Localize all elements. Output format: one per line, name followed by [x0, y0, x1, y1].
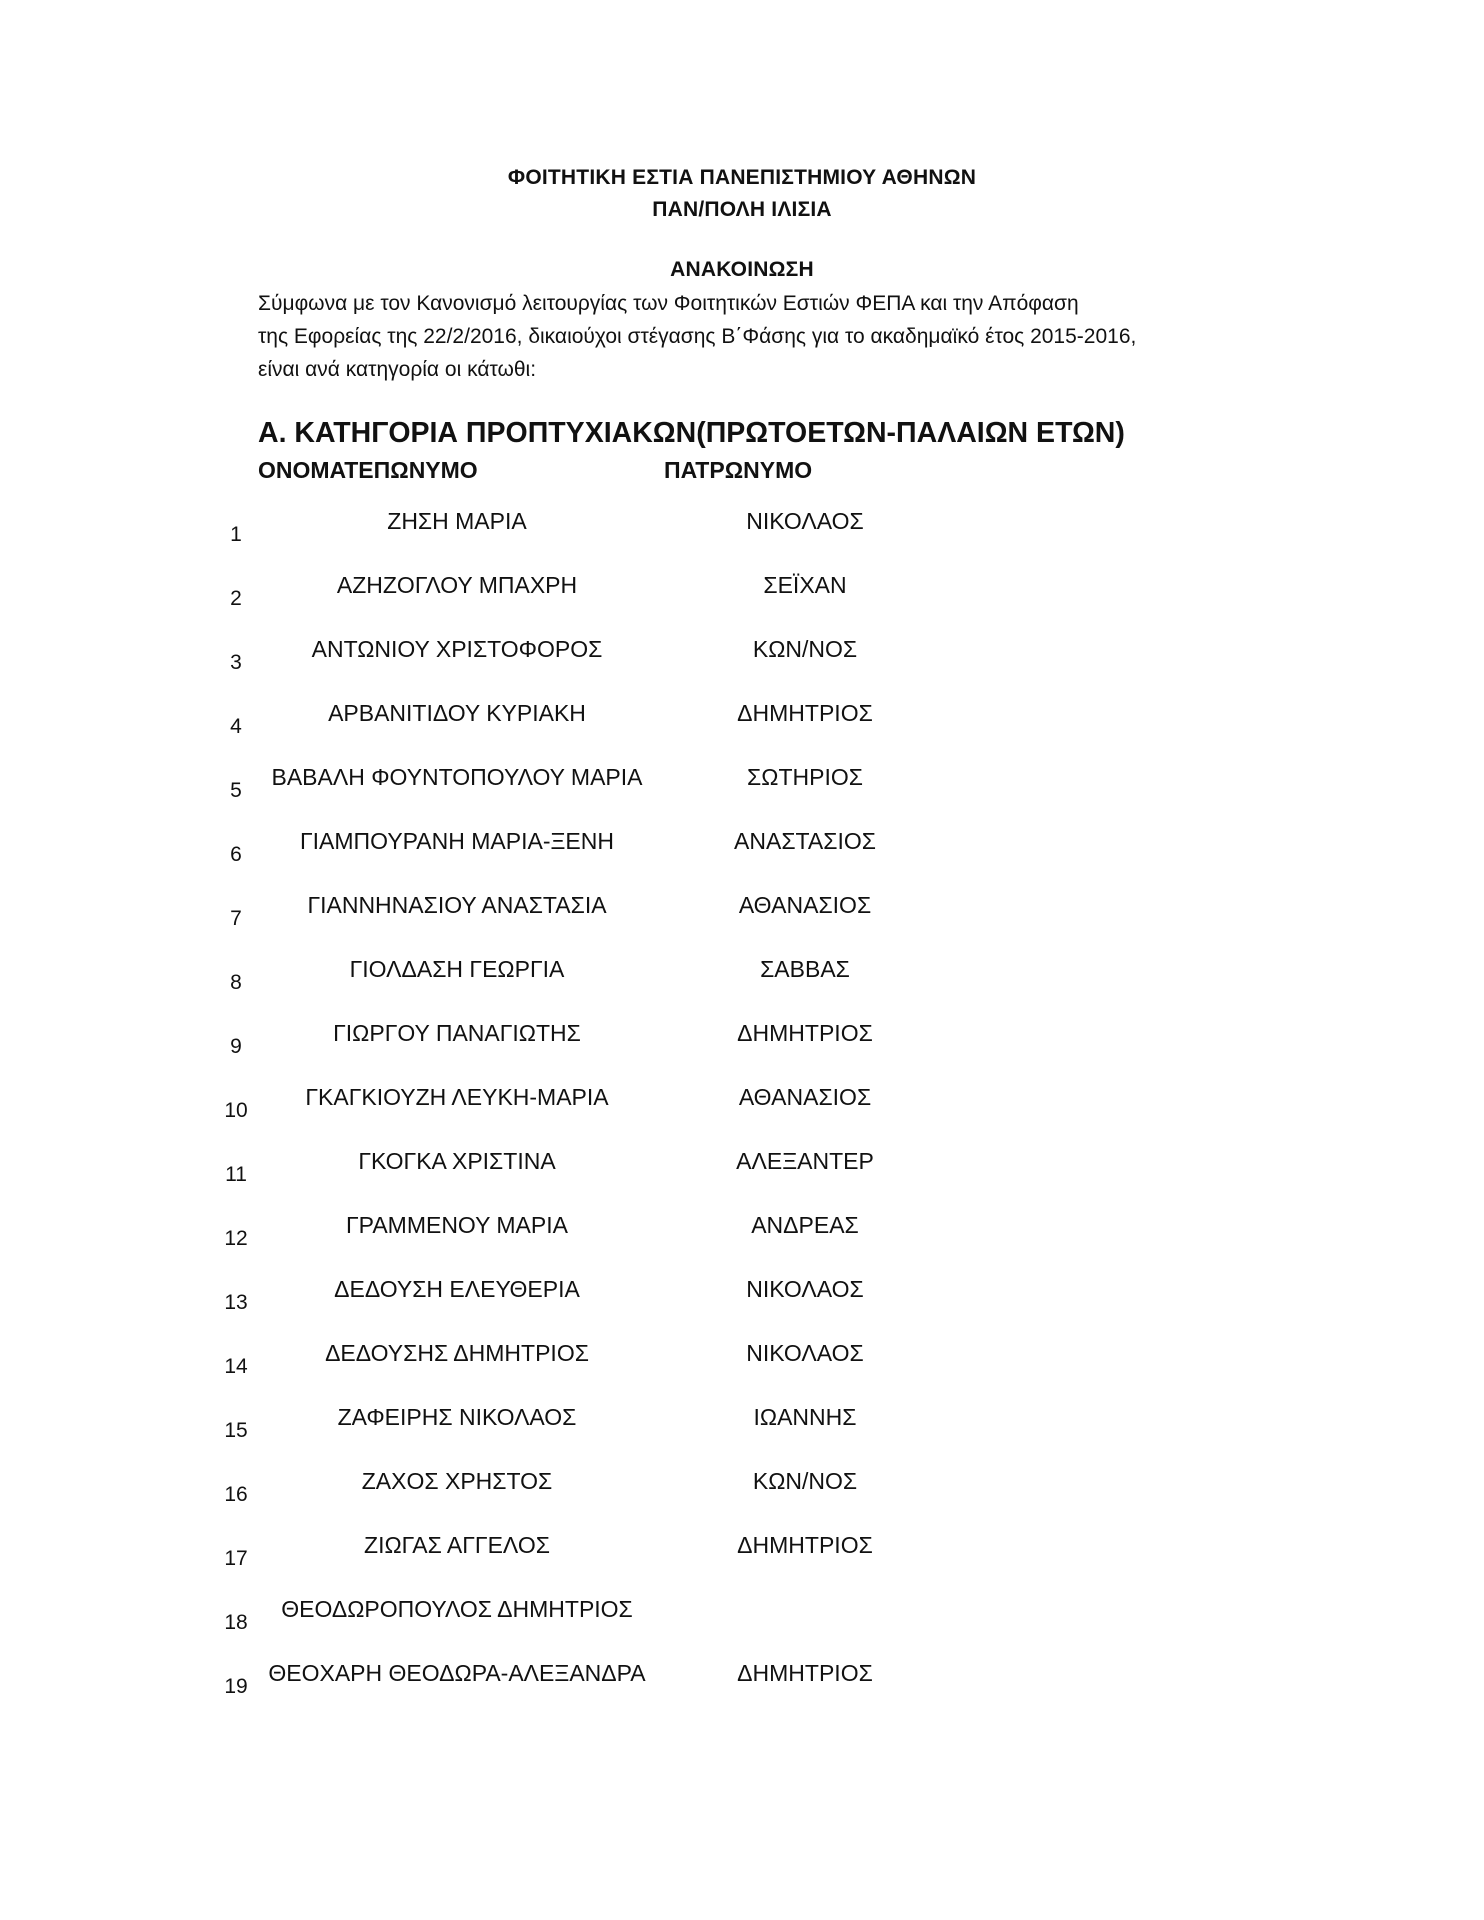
row-number: 13	[224, 1291, 248, 1314]
student-full-name: ΔΕΔΟΥΣΗ ΕΛΕΥΘΕΡΙΑ	[334, 1276, 580, 1302]
section-heading: Α. ΚΑΤΗΓΟΡΙΑ ΠΡΟΠΤΥΧΙΑΚΩΝ(ΠΡΩΤΟΕΤΩΝ-ΠΑΛΑΙΩΝ ΕΤΩΝ)	[258, 417, 1125, 449]
list-row	[0, 1593, 1484, 1657]
list-row	[0, 1209, 1484, 1273]
student-full-name: ΓΙΩΡΓΟΥ ΠΑΝΑΓΙΩΤΗΣ	[333, 1020, 581, 1046]
intro-line: είναι ανά κατηγορία οι κάτωθι:	[258, 358, 537, 381]
row-number: 18	[224, 1611, 248, 1634]
announcement-title: ΑΝΑΚΟΙΝΩΣΗ	[670, 258, 814, 281]
student-full-name: ΖΑΦΕΙΡΗΣ ΝΙΚΟΛΑΟΣ	[337, 1404, 577, 1430]
row-number: 6	[230, 843, 242, 866]
row-number: 3	[230, 651, 242, 674]
student-full-name: ΓΙΑΝΝΗΝΑΣΙΟΥ ΑΝΑΣΤΑΣΙΑ	[307, 892, 607, 918]
fathers-name: ΣΑΒΒΑΣ	[760, 956, 850, 982]
student-full-name: ΘΕΟΧΑΡΗ ΘΕΟΔΩΡΑ-ΑΛΕΞΑΝΔΡΑ	[268, 1660, 646, 1686]
row-number: 17	[224, 1547, 248, 1570]
list-row	[0, 1529, 1484, 1593]
list-row	[0, 1145, 1484, 1209]
fathers-name: ΚΩΝ/ΝΟΣ	[752, 636, 858, 662]
row-number: 15	[224, 1419, 248, 1442]
fathers-name: ΔΗΜΗΤΡΙΟΣ	[737, 1532, 873, 1558]
student-full-name: ΓΙΟΛΔΑΣΗ ΓΕΩΡΓΙΑ	[349, 956, 565, 982]
fathers-name: ΑΘΑΝΑΣΙΟΣ	[738, 1084, 872, 1110]
organization-title: ΦΟΙΤΗΤΙΚΗ ΕΣΤΙΑ ΠΑΝΕΠΙΣΤΗΜΙΟΥ ΑΘΗΝΩΝ	[507, 166, 977, 189]
fathers-name: ΙΩΑΝΝΗΣ	[753, 1404, 857, 1430]
fathers-name: ΣΕΪΧΑΝ	[763, 572, 847, 598]
student-full-name: ΔΕΔΟΥΣΗΣ ΔΗΜΗΤΡΙΟΣ	[325, 1340, 589, 1366]
row-number: 9	[230, 1035, 242, 1058]
student-full-name: ΑΡΒΑΝΙΤΙΔΟΥ ΚΥΡΙΑΚΗ	[328, 700, 586, 726]
student-full-name: ΖΗΣΗ ΜΑΡΙΑ	[387, 508, 527, 534]
list-row	[0, 505, 1484, 569]
column-header-fathers-name: ΠΑΤΡΩΝΥΜΟ	[664, 457, 813, 483]
student-full-name: ΓΡΑΜΜΕΝΟΥ ΜΑΡΙΑ	[346, 1212, 568, 1238]
student-full-name: ΑΝΤΩΝΙΟΥ ΧΡΙΣΤΟΦΟΡΟΣ	[311, 636, 603, 662]
fathers-name: ΣΩΤΗΡΙΟΣ	[747, 764, 863, 790]
row-number: 5	[230, 779, 242, 802]
list-row	[0, 1081, 1484, 1145]
row-number: 14	[224, 1355, 248, 1378]
student-full-name: ΓΚΟΓΚΑ ΧΡΙΣΤΙΝΑ	[358, 1148, 556, 1174]
fathers-name: ΔΗΜΗΤΡΙΟΣ	[737, 1020, 873, 1046]
fathers-name: ΑΝΔΡΕΑΣ	[751, 1212, 859, 1238]
intro-line: της Εφορείας της 22/2/2016, δικαιούχοι στέγασης Β΄Φάσης για το ακαδημαϊκό έτος 2015-2016,	[258, 325, 1137, 348]
fathers-name: ΚΩΝ/ΝΟΣ	[752, 1468, 858, 1494]
row-number: 2	[230, 587, 242, 610]
student-full-name: ΓΚΑΓΚΙΟΥΖΗ ΛΕΥΚΗ-ΜΑΡΙΑ	[305, 1084, 609, 1110]
fathers-name: ΝΙΚΟΛΑΟΣ	[746, 1340, 864, 1366]
list-row	[0, 761, 1484, 825]
list-row	[0, 1465, 1484, 1529]
row-number: 11	[225, 1163, 247, 1186]
row-number: 1	[230, 523, 242, 546]
list-row	[0, 1401, 1484, 1465]
list-row	[0, 1273, 1484, 1337]
student-full-name: ΘΕΟΔΩΡΟΠΟΥΛΟΣ ΔΗΜΗΤΡΙΟΣ	[281, 1596, 633, 1622]
row-number: 19	[224, 1675, 248, 1698]
fathers-name: ΔΗΜΗΤΡΙΟΣ	[737, 1660, 873, 1686]
list-row	[0, 569, 1484, 633]
list-row	[0, 1657, 1484, 1721]
fathers-name: ΝΙΚΟΛΑΟΣ	[746, 508, 864, 534]
student-full-name: ΖΑΧΟΣ ΧΡΗΣΤΟΣ	[361, 1468, 553, 1494]
row-number: 12	[224, 1227, 248, 1250]
campus-subtitle: ΠΑΝ/ΠΟΛΗ ΙΛΙΣΙΑ	[652, 198, 832, 221]
row-number: 7	[230, 907, 242, 930]
row-number: 10	[224, 1099, 248, 1122]
list-row	[0, 633, 1484, 697]
intro-paragraph	[258, 287, 1308, 386]
fathers-name: ΔΗΜΗΤΡΙΟΣ	[737, 700, 873, 726]
fathers-name: ΝΙΚΟΛΑΟΣ	[746, 1276, 864, 1302]
fathers-name: ΑΛΕΞΑΝΤΕΡ	[736, 1148, 874, 1174]
list-row	[0, 1337, 1484, 1401]
list-row	[0, 889, 1484, 953]
column-header-full-name: ΟΝΟΜΑΤΕΠΩΝΥΜΟ	[258, 457, 478, 483]
row-number: 16	[224, 1483, 248, 1506]
fathers-name: ΑΝΑΣΤΑΣΙΟΣ	[734, 828, 876, 854]
row-number: 4	[230, 715, 242, 738]
intro-line: Σύμφωνα με τον Κανονισμό λειτουργίας των Φοιτητικών Εστιών ΦΕΠΑ και την Απόφαση	[258, 292, 1079, 315]
student-full-name: ΑΖΗΖΟΓΛΟΥ ΜΠΑΧΡΗ	[336, 572, 578, 598]
student-full-name: ΒΑΒΑΛΗ ΦΟΥΝΤΟΠΟΥΛΟΥ ΜΑΡΙΑ	[271, 764, 643, 790]
row-number: 8	[230, 971, 242, 994]
list-row	[0, 825, 1484, 889]
student-full-name: ΓΙΑΜΠΟΥΡΑΝΗ ΜΑΡΙΑ-ΞΕΝΗ	[300, 828, 614, 854]
list-row	[0, 953, 1484, 1017]
list-row	[0, 1017, 1484, 1081]
list-row	[0, 697, 1484, 761]
student-full-name: ΖΙΩΓΑΣ ΑΓΓΕΛΟΣ	[364, 1532, 550, 1558]
fathers-name: ΑΘΑΝΑΣΙΟΣ	[738, 892, 872, 918]
